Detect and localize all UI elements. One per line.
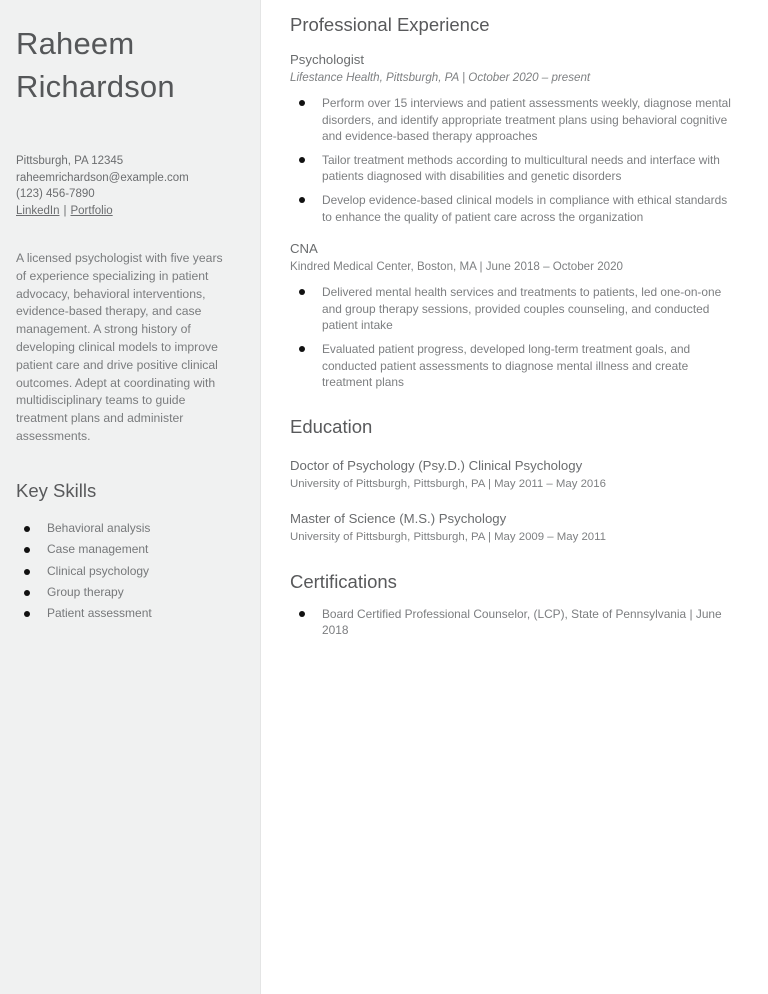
list-item: Board Certified Professional Counselor, (LCP), State of Pennsylvania | June 2018 bbox=[290, 606, 735, 639]
job-bullets bbox=[290, 284, 735, 391]
experience-heading: Professional Experience bbox=[290, 14, 490, 35]
certifications-list bbox=[290, 606, 735, 639]
list-item: Behavioral analysis bbox=[16, 518, 244, 539]
school-meta: University of Pittsburgh, Pittsburgh, PA | May 2011 – May 2016 bbox=[290, 477, 606, 490]
degree-title: Doctor of Psychology (Psy.D.) Clinical Psychology bbox=[290, 457, 583, 473]
linkedin-link[interactable]: LinkedIn bbox=[16, 204, 60, 217]
list-item: Clinical psychology bbox=[16, 561, 244, 582]
section-education bbox=[290, 414, 735, 546]
degree-title: Master of Science (M.S.) Psychology bbox=[290, 510, 507, 526]
job-bullets bbox=[290, 95, 735, 225]
candidate-name bbox=[16, 22, 244, 108]
list-item: Develop evidence-based clinical models in compliance with ethical standards to enhance the quality of patient care across the organization bbox=[290, 192, 735, 225]
list-item: Case management bbox=[16, 539, 244, 560]
certifications-heading: Certifications bbox=[290, 570, 397, 592]
contact-info bbox=[16, 153, 244, 219]
education-entry bbox=[290, 509, 735, 546]
candidate-last-name: Richardson bbox=[16, 69, 175, 104]
job-title: CNA bbox=[290, 241, 318, 257]
school-meta: University of Pittsburgh, Pittsburgh, PA | May 2009 – May 2011 bbox=[290, 530, 606, 543]
list-item: Patient assessment bbox=[16, 603, 244, 624]
section-experience bbox=[290, 12, 735, 391]
contact-phone: (123) 456-7890 bbox=[16, 188, 95, 200]
job-meta: Lifestance Health, Pittsburgh, PA | October 2020 – present bbox=[290, 71, 591, 84]
education-heading: Education bbox=[290, 415, 373, 437]
sidebar bbox=[0, 0, 261, 994]
section-certifications bbox=[290, 569, 735, 639]
contact-links bbox=[16, 203, 244, 220]
contact-email[interactable]: raheemrichardson@example.com bbox=[16, 171, 189, 184]
main-content bbox=[261, 0, 768, 994]
list-item: Perform over 15 interviews and patient assessments weekly, diagnose mental disorders, and identify appropriate treatment plans using behavioral cognitive and evidence-based therapy approaches bbox=[290, 95, 735, 145]
job-title: Psychologist bbox=[290, 52, 365, 67]
key-skills-list bbox=[16, 518, 244, 624]
contact-location: Pittsburgh, PA 12345 bbox=[16, 155, 124, 167]
job-meta: Kindred Medical Center, Boston, MA | June 2018 – October 2020 bbox=[290, 260, 623, 274]
education-entry bbox=[290, 456, 735, 493]
key-skills-heading: Key Skills bbox=[16, 479, 97, 501]
list-item: Evaluated patient progress, developed long-term treatment goals, and conducted patient assessments to diagnose mental illness and create treatment plans bbox=[290, 341, 735, 391]
candidate-first-name: Raheem bbox=[16, 26, 135, 61]
experience-entry bbox=[290, 50, 735, 225]
portfolio-link[interactable]: Portfolio bbox=[70, 204, 113, 217]
list-item: Group therapy bbox=[16, 582, 244, 603]
professional-summary: A licensed psychologist with five years of experience specializing in patient advocacy, behavioral interventions, evidence-based therapy, and case management. A strong history of developing clinical models to improve patient care and drive positive clinical outcomes. Adept at coordinating with multidisciplinary teams to guide treatment plans and administer assessments. bbox=[16, 251, 223, 443]
list-item: Delivered mental health services and treatments to patients, led one-on-one and group therapy sessions, provided couples counseling, and conducted patient intake bbox=[290, 284, 735, 334]
link-separator: | bbox=[63, 204, 67, 217]
experience-entry bbox=[290, 239, 735, 391]
list-item: Tailor treatment methods according to multicultural needs and interface with patients diagnosed with disabilities and genetic disorders bbox=[290, 152, 735, 185]
